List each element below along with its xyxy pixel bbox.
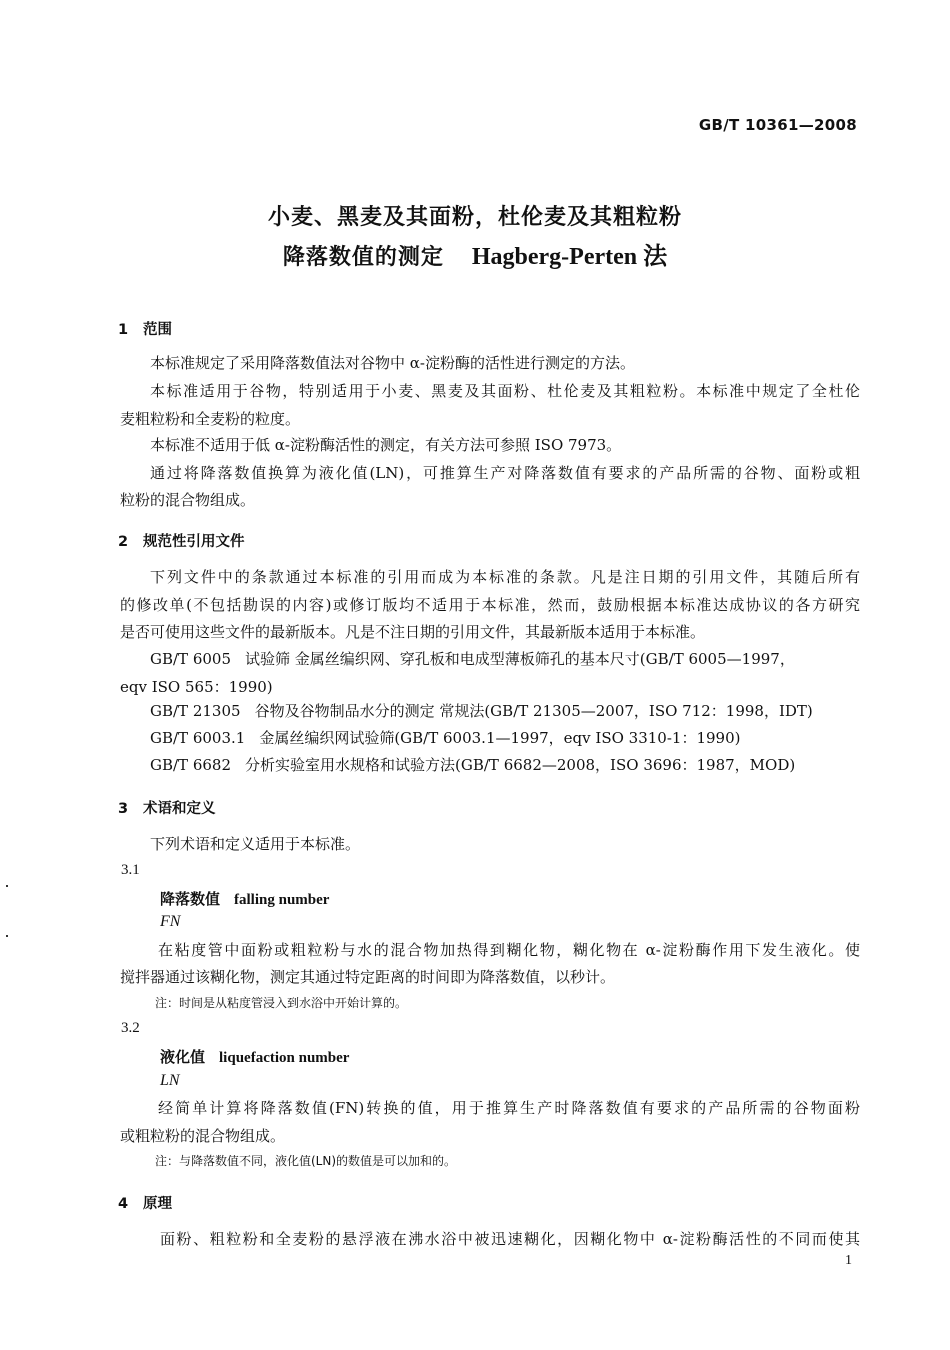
paragraph: 下列术语和定义适用于本标准。 bbox=[150, 835, 361, 853]
paragraph: 粒粉的混合物组成。 bbox=[120, 491, 256, 509]
paragraph: 麦粗粒粉和全麦粉的粒度。 bbox=[120, 410, 301, 428]
reference-item bbox=[150, 727, 860, 748]
reference-text: 试验筛 金属丝编织网、穿孔板和电成型薄板筛孔的基本尺寸(GB/T 6005—1997， bbox=[245, 650, 795, 668]
title-line-1: 小麦、黑麦及其面粉，杜伦麦及其粗粒粉 bbox=[267, 205, 682, 230]
paragraph: 的修改单(不包括勘误的内容)或修订版均不适用于本标准，然而，鼓励根据本标准达成协议的各方研究 bbox=[120, 596, 860, 614]
reference-text: 谷物及谷物制品水分的测定 常规法(GB/T 21305—2007，ISO 712：1998，IDT) bbox=[254, 702, 813, 720]
section-number: 1 bbox=[118, 322, 129, 338]
note: 注：时间是从粘度管浸入到水浴中开始计算的。 bbox=[155, 996, 408, 1010]
reference-code: GB/T 6003.1 bbox=[150, 729, 246, 747]
term-definition: 搅拌器通过该糊化物，测定其通过特定距离的时间即为降落数值，以秒计。 bbox=[120, 968, 616, 986]
section-1-heading bbox=[118, 318, 172, 339]
reference-continuation: eqv ISO 565：1990) bbox=[120, 678, 273, 696]
section-title: 原理 bbox=[143, 1196, 172, 1212]
scan-speck bbox=[6, 935, 8, 937]
term-definition: 经简单计算将降落数值(FN)转换的值，用于推算生产时降落数值有要求的产品所需的谷物面粉 bbox=[158, 1099, 860, 1117]
term-number: 3.1 bbox=[121, 862, 140, 878]
term-number: 3.2 bbox=[121, 1020, 140, 1036]
page-number: 1 bbox=[845, 1253, 852, 1268]
title-line-2-method: Hagberg-Perten 法 bbox=[471, 244, 668, 270]
section-number: 3 bbox=[118, 801, 129, 817]
term-chinese: 液化值 bbox=[160, 1048, 206, 1066]
term-english: falling number bbox=[234, 892, 330, 908]
title-line-2-chinese: 降落数值的测定 bbox=[282, 245, 444, 270]
paragraph: 本标准规定了采用降落数值法对谷物中 α-淀粉酶的活性进行测定的方法。 bbox=[150, 354, 635, 372]
reference-text: 分析实验室用水规格和试验方法(GB/T 6682—2008，ISO 3696：1987，MOD) bbox=[245, 756, 796, 774]
term-heading bbox=[160, 888, 329, 909]
reference-item bbox=[150, 700, 860, 721]
term-definition: 在粘度管中面粉或粗粒粉与水的混合物加热得到糊化物，糊化物在 α-淀粉酶作用下发生液化。使 bbox=[158, 941, 860, 959]
reference-item bbox=[150, 754, 860, 775]
paragraph: 本标准不适用于低 α-淀粉酶活性的测定，有关方法可参照 ISO 7973。 bbox=[150, 436, 622, 454]
term-definition: 或粗粒粉的混合物组成。 bbox=[120, 1127, 286, 1145]
term-chinese: 降落数值 bbox=[160, 890, 221, 908]
title-line-2 bbox=[0, 236, 950, 271]
section-number: 4 bbox=[118, 1196, 129, 1212]
scan-speck bbox=[6, 885, 8, 887]
section-title: 范围 bbox=[143, 322, 172, 338]
reference-code: GB/T 6682 bbox=[150, 756, 232, 774]
paragraph: 下列文件中的条款通过本标准的引用而成为本标准的条款。凡是注日期的引用文件，其随后所有 bbox=[150, 568, 860, 586]
section-number: 2 bbox=[118, 534, 129, 550]
reference-item bbox=[150, 648, 860, 669]
term-english: liquefaction number bbox=[219, 1050, 350, 1066]
standard-code: GB/T 10361—2008 bbox=[698, 116, 857, 134]
reference-code: GB/T 21305 bbox=[150, 702, 241, 720]
paragraph: 面粉、粗粒粉和全麦粉的悬浮液在沸水浴中被迅速糊化，因糊化物中 α-淀粉酶活性的不同而使其 bbox=[160, 1230, 860, 1248]
paragraph: 通过将降落数值换算为液化值(LN)，可推算生产对降落数值有要求的产品所需的谷物、面粉或粗 bbox=[150, 464, 860, 482]
term-heading bbox=[160, 1046, 349, 1067]
paragraph: 是否可使用这些文件的最新版本。凡是不注日期的引用文件，其最新版本适用于本标准。 bbox=[120, 623, 706, 641]
section-3-heading bbox=[118, 797, 216, 818]
section-4-heading bbox=[118, 1192, 172, 1213]
paragraph: 本标准适用于谷物，特别适用于小麦、黑麦及其面粉、杜伦麦及其粗粒粉。本标准中规定了全杜伦 bbox=[150, 382, 860, 400]
section-title: 规范性引用文件 bbox=[143, 534, 245, 550]
section-2-heading bbox=[118, 530, 245, 551]
reference-code: GB/T 6005 bbox=[150, 650, 232, 668]
reference-text: 金属丝编织网试验筛(GB/T 6003.1—1997，eqv ISO 3310-1：1990) bbox=[259, 729, 741, 747]
term-abbreviation: FN bbox=[160, 913, 181, 930]
term-abbreviation: LN bbox=[160, 1072, 180, 1089]
section-title: 术语和定义 bbox=[143, 801, 216, 817]
note: 注：与降落数值不同，液化值(LN)的数值是可以加和的。 bbox=[155, 1154, 457, 1168]
